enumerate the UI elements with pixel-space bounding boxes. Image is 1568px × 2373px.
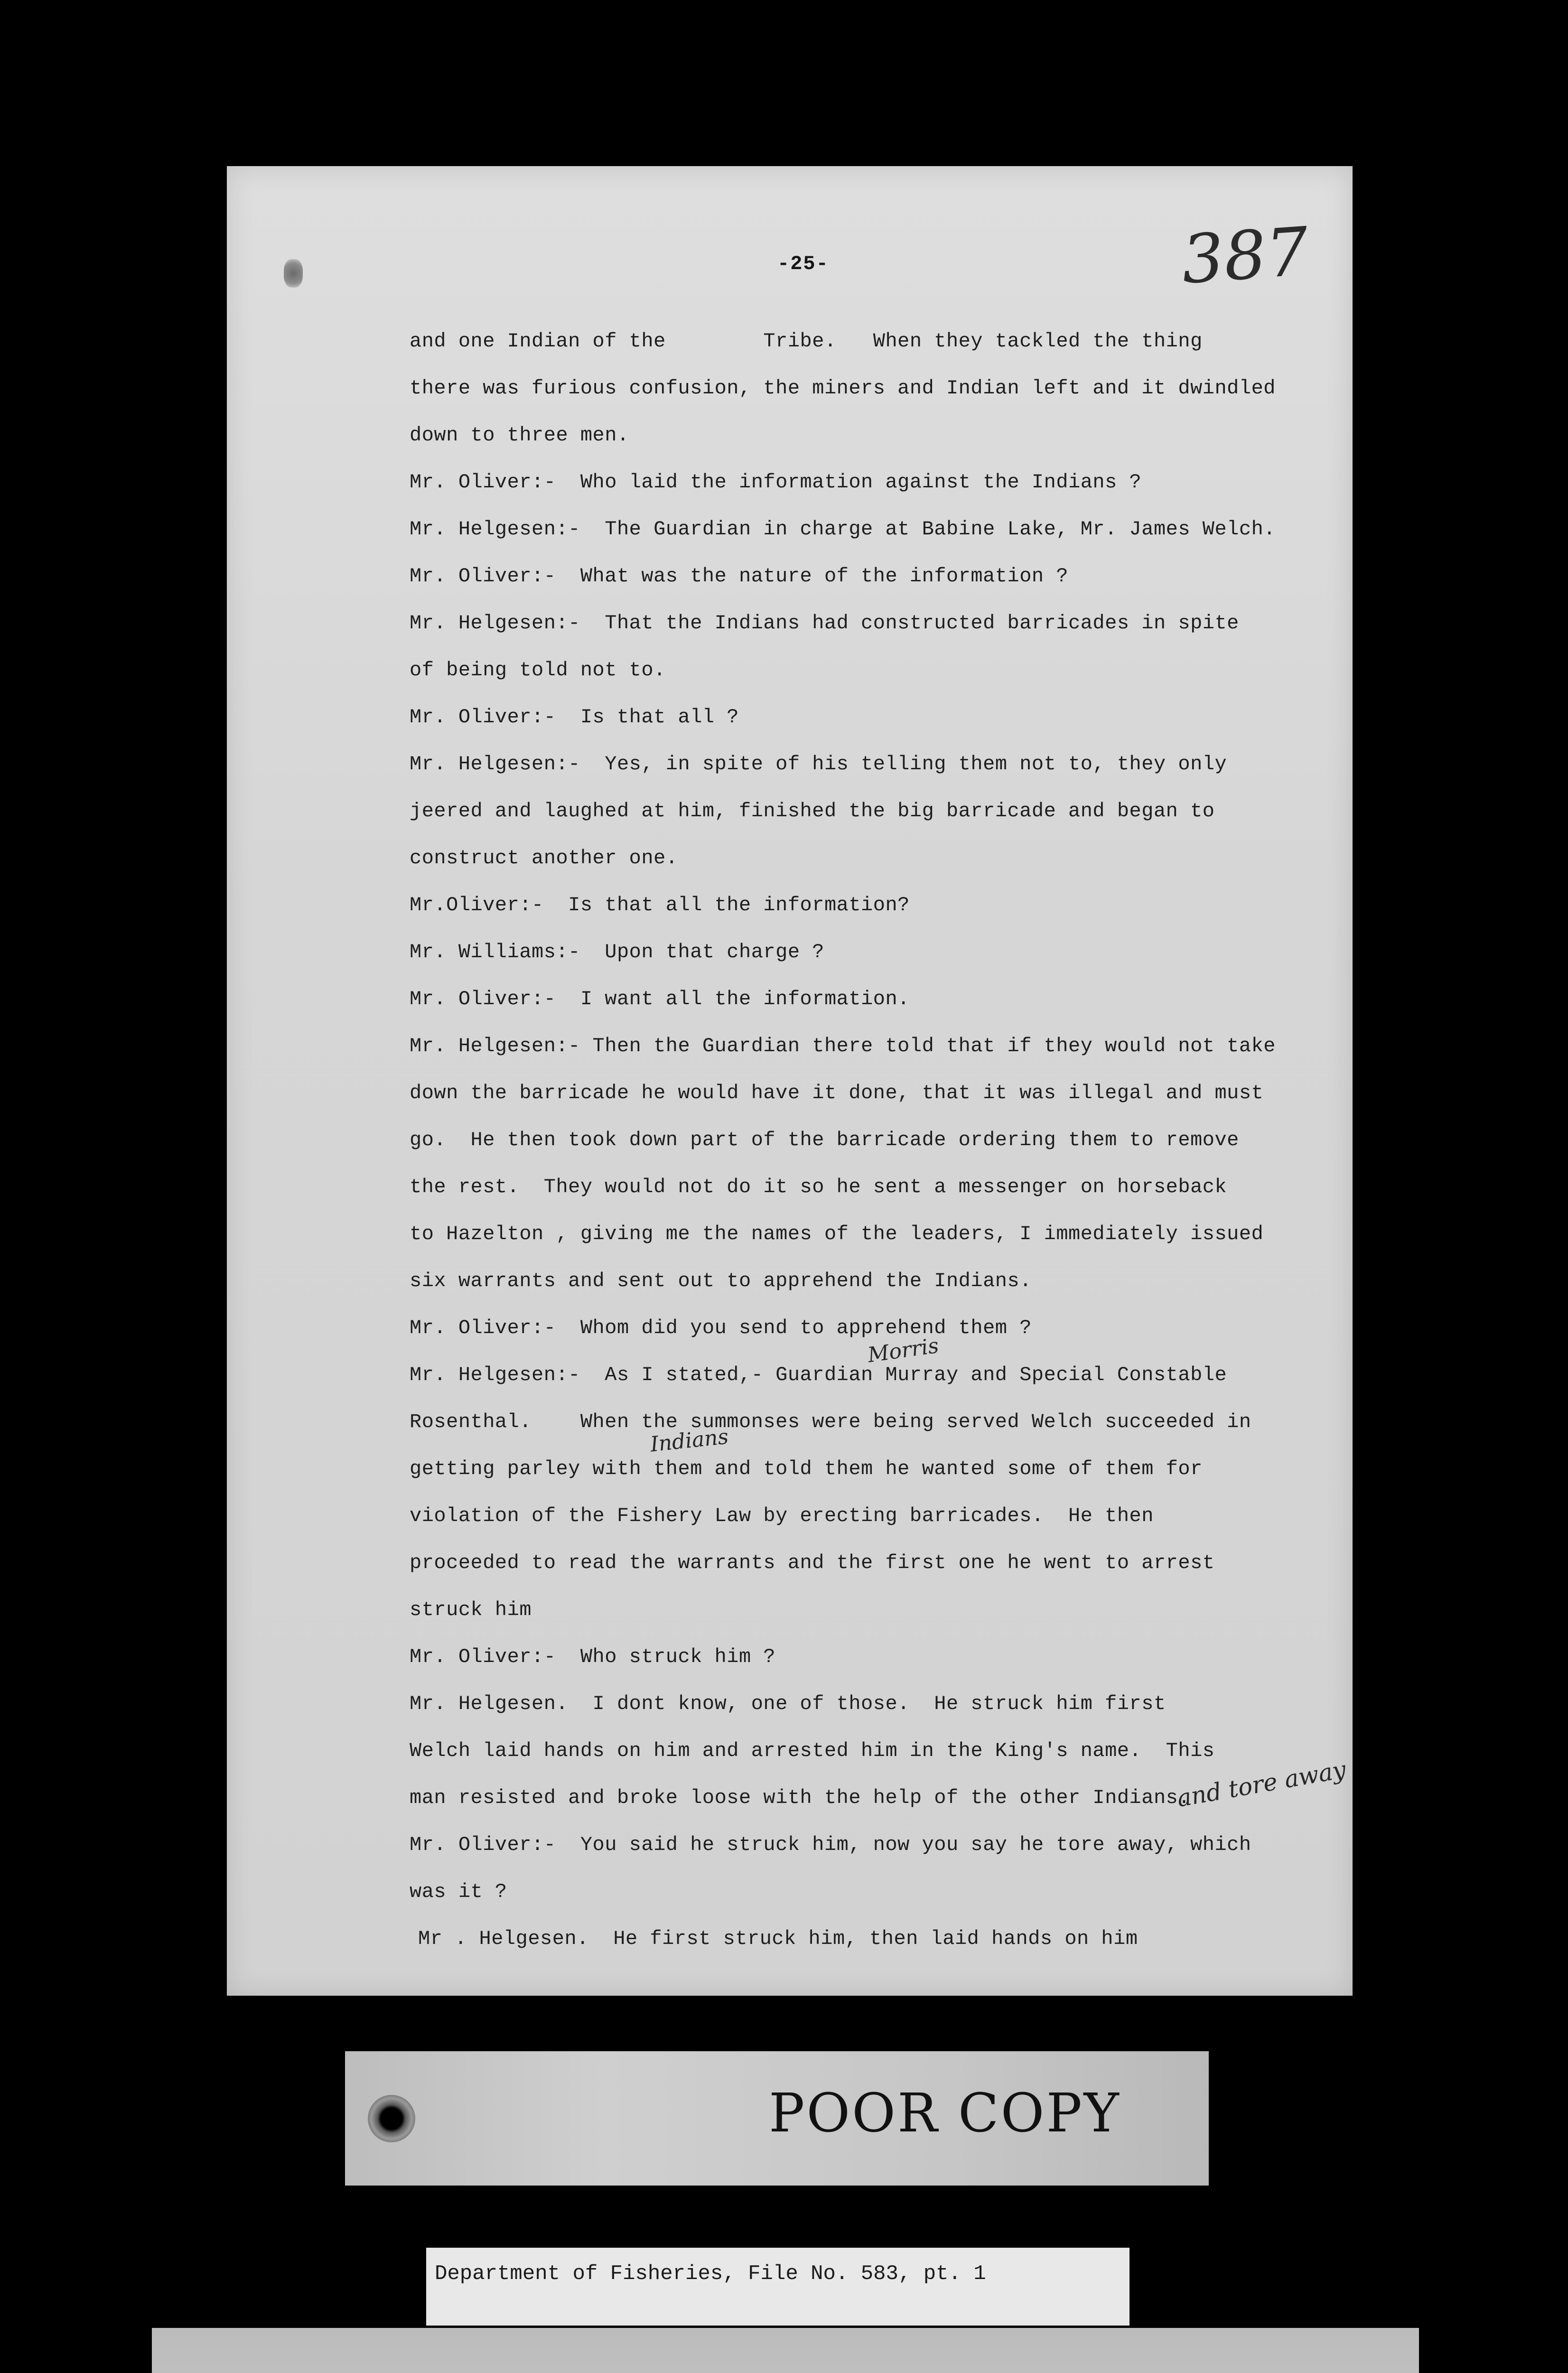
transcript-line: Mr. Helgesen:- As I stated,- Guardian Murray and Special Constable: [410, 1364, 1227, 1386]
punch-hole-mark: [284, 259, 303, 288]
transcript-line: man resisted and broke loose with the help of the other Indians.: [410, 1786, 1191, 1809]
transcript-line: Welch laid hands on him and arrested him in the King's name. This: [410, 1739, 1215, 1762]
transcript-line: to Hazelton , giving me the names of the leaders, I immediately issued: [410, 1223, 1264, 1245]
transcript-line: Mr. Oliver:- I want all the information.: [410, 988, 910, 1010]
transcript-line: getting parley with them and told them he wanted some of them for: [410, 1457, 1203, 1480]
transcript-line: Mr. Helgesen:- Then the Guardian there told that if they would not take: [410, 1035, 1276, 1057]
transcript-line: Mr.Oliver:- Is that all the information?: [410, 894, 910, 916]
grommet-icon: [368, 2095, 415, 2142]
transcript-line: Mr. Oliver:- Is that all ?: [410, 706, 739, 729]
handwritten-margin-note: and tore away: [1175, 1756, 1348, 1812]
transcript-line: go. He then took down part of the barricade ordering them to remove: [410, 1129, 1239, 1151]
page-number: -25-: [777, 252, 829, 275]
poor-copy-label: POOR COPY: [769, 2083, 1121, 2144]
transcript-line: six warrants and sent out to apprehend the Indians.: [410, 1270, 1032, 1292]
file-reference-text: Department of Fisheries, File No. 583, pt. 1: [435, 2262, 986, 2286]
poor-copy-tag: [345, 2051, 1209, 2186]
transcript-line: Mr. Oliver:- You said he struck him, now you say he tore away, which: [410, 1833, 1251, 1856]
transcript-line: Mr. Helgesen. I dont know, one of those. He struck him first: [410, 1692, 1166, 1715]
transcript-line: the rest. They would not do it so he sent a messenger on horseback: [410, 1176, 1227, 1198]
handwritten-insertion-indians: Indians: [649, 1424, 730, 1457]
transcript-line: down to three men.: [410, 424, 629, 447]
typed-page: [227, 166, 1353, 1996]
file-reference-label: [426, 2248, 1129, 2326]
transcript-line: struck him: [410, 1598, 532, 1621]
transcript-line: construct another one.: [410, 847, 678, 869]
transcript-line: Mr. Helgesen:- Yes, in spite of his telling them not to, they only: [410, 753, 1227, 775]
transcript-line: was it ?: [410, 1880, 507, 1903]
transcript-line: jeered and laughed at him, finished the big barricade and began to: [410, 800, 1215, 822]
transcript-line: Mr. Oliver:- Who struck him ?: [410, 1645, 776, 1668]
handwritten-insertion-morris: Morris: [866, 1333, 941, 1368]
transcript-line: and one Indian of the Tribe. When they tackled the thing: [410, 330, 1203, 353]
transcript-line: Rosenthal. When the summonses were being served Welch succeeded in: [410, 1411, 1251, 1433]
transcript-line: proceeded to read the warrants and the first one he went to arrest: [410, 1551, 1215, 1574]
transcript-text: [410, 318, 1311, 1962]
transcript-line: Mr. Oliver:- Who laid the information against the Indians ?: [410, 471, 1142, 494]
transcript-line: Mr. Oliver:- Whom did you send to apprehend them ?: [410, 1317, 1032, 1339]
public-archives-card: [152, 2328, 1419, 2373]
transcript-line: Mr. Williams:- Upon that charge ?: [410, 941, 824, 963]
transcript-line: violation of the Fishery Law by erecting barricades. He then: [410, 1504, 1154, 1527]
transcript-line: Mr . Helgesen. He first struck him, then laid hands on him: [418, 1927, 1138, 1950]
transcript-line: of being told not to.: [410, 659, 666, 682]
handwritten-folio-number: 387: [1179, 213, 1311, 299]
transcript-line: down the barricade he would have it done, that it was illegal and must: [410, 1082, 1264, 1104]
transcript-line: Mr. Oliver:- What was the nature of the information ?: [410, 565, 1069, 588]
transcript-line: there was furious confusion, the miners and Indian left and it dwindled: [410, 377, 1276, 400]
transcript-line: Mr. Helgesen:- The Guardian in charge at Babine Lake, Mr. James Welch.: [410, 518, 1276, 541]
transcript-line: Mr. Helgesen:- That the Indians had constructed barricades in spite: [410, 612, 1239, 635]
